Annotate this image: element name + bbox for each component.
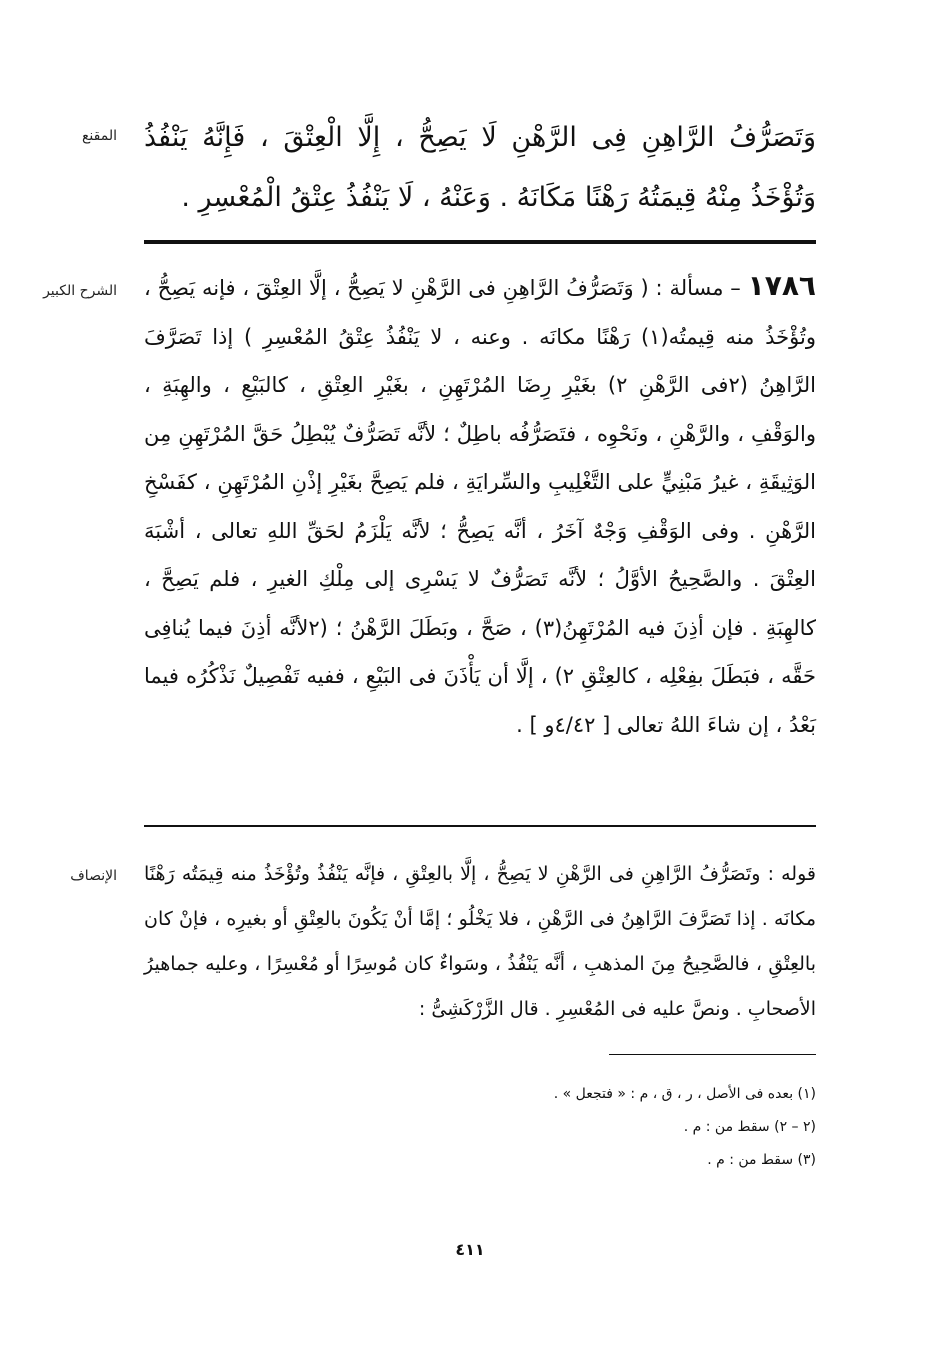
section-label-insaf: الإنصاف [70, 868, 117, 884]
insaf-text-block [144, 852, 816, 1032]
mughni-text-block [144, 108, 816, 228]
sharh-paragraph [144, 262, 816, 749]
issue-number: ١٧٨٦ [747, 269, 816, 302]
footnotes [300, 1078, 816, 1177]
page-number: ٤١١ [455, 1240, 485, 1259]
section-label-mughni: المقنع [81, 128, 117, 144]
mughni-text: وَتَصَرُّفُ الرَّاهِنِ فِى الرَّهْنِ لَا يَصِحُّ ، إِلَّا الْعِتْقَ ، فَإِنَّهُ يَنْفُذُ وَتُؤْخَذُ مِنْهُ قِيمَتُهُ رَهْنًا مَكَانَهُ . وَعَنْهُ ، لَا يَنْفُذُ عِتْقُ الْمُعْسِرِ . [144, 122, 816, 213]
section-label-sharh: الشرح الكبير [43, 283, 117, 299]
section-divider-thin [144, 825, 816, 827]
section-divider [144, 240, 816, 244]
footnote-divider [609, 1054, 816, 1055]
insaf-text: قوله : وتَصَرُّفُ الرَّاهِنِ فى الرَّهْنِ لا يَصِحُّ ، إلَّا بالعِتْقِ ، فإنَّه يَنْفُذُ وتُؤْخَذُ منه قِيمَتُه رَهْنًا مكانَه . إذا تَصَرَّفَ الرَّاهِنُ فى الرَّهْنِ ، فلا يَخْلُو ؛ إمَّا أنْ يَكُونَ بالعِتْقِ أو بغيرِه ، فإنْ كان بالعِتْقِ ، فالصَّحِيحُ مِنَ المذهبِ ، أنَّه يَنْفُذُ ، وسَواءٌ كان مُوسِرًا أو مُعْسِرًا ، وعليه جماهيرُ الأصحابِ . ونصَّ عليه فى المُعْسِرِ . قال الزَّرْكَشِىُّ : [144, 863, 816, 1020]
footnote: (٢ – ٢) سقط من : م . [683, 1119, 816, 1135]
footnote: (١) بعده فى الأصل ، ر ، ق ، م : « فتجعل » . [553, 1086, 816, 1102]
footnote: (٣) سقط من : م . [707, 1152, 816, 1168]
sharh-text-block [144, 262, 816, 749]
sharh-text: – مسألة : ( وَتَصَرُّفُ الرَّاهِنِ فى الرَّهْنِ لا يَصِحُّ ، إلَّا العِتْقَ ، فإنه يَصِحُّ ، وتُؤْخَذُ منه قِيمتُه(١) رَهْنًا مكانَه . وعنه ، لا يَنْفُذُ عِتْقُ المُعْسِرِ ) إذا تَصَرَّفَ الرَّاهِنُ (٢فى الرَّهْنِ ٢) بغَيْرِ رِضَا المُرْتَهِنِ ، بغَيْرِ العِتْقِ ، كالبَيْعِ ، والهِبَةِ ، والوَقْفِ ، والرَّهْنِ ، ونَحْوِه ، فتَصَرُّفُه باطِلٌ ؛ لأنَّه تَصَرُّفٌ يُبْطِلُ حَقَّ المُرْتَهِنِ مِن الوَثِيقَةِ ، غيرُ مَبْنِيٍّ على التَّغْلِيبِ والسِّرايَةِ ، فلم يَصِحَّ بغَيْرِ إذْنِ المُرْتَهِنِ ، كفَسْخِ الرَّهْنِ . وفى الوَقْفِ وَجْهٌ آخَرُ ، أنَّه يَصِحُّ ؛ لأنَّه يَلْزَمُ لحَقِّ اللهِ تعالى ، أشْبَهَ العِتْقَ . والصَّحِيحُ الأوَّلُ ؛ لأنَّه تَصَرُّفٌ لا يَسْرِى إلى مِلْكِ الغيرِ ، فلم يَصِحَّ ، كالهِبَةِ . فإن أذِنَ فيه المُرْتَهِنُ(٣) ، صَحَّ ، وبَطَلَ الرَّهْنُ ؛ (٢لأنَّه أذِنَ فيما يُنافِى حَقَّه ، فبَطَلَ بفِعْلِه ، كالعِتْقِ ٢) ، إلَّا أن يَأْذَنَ فى البَيْعِ ، ففيه تَفْصِيلٌ نَذْكُرُه فيما بَعْدُ ، إن شاءَ اللهُ تعالى [ ٤/٤٢و ] . [144, 276, 816, 737]
